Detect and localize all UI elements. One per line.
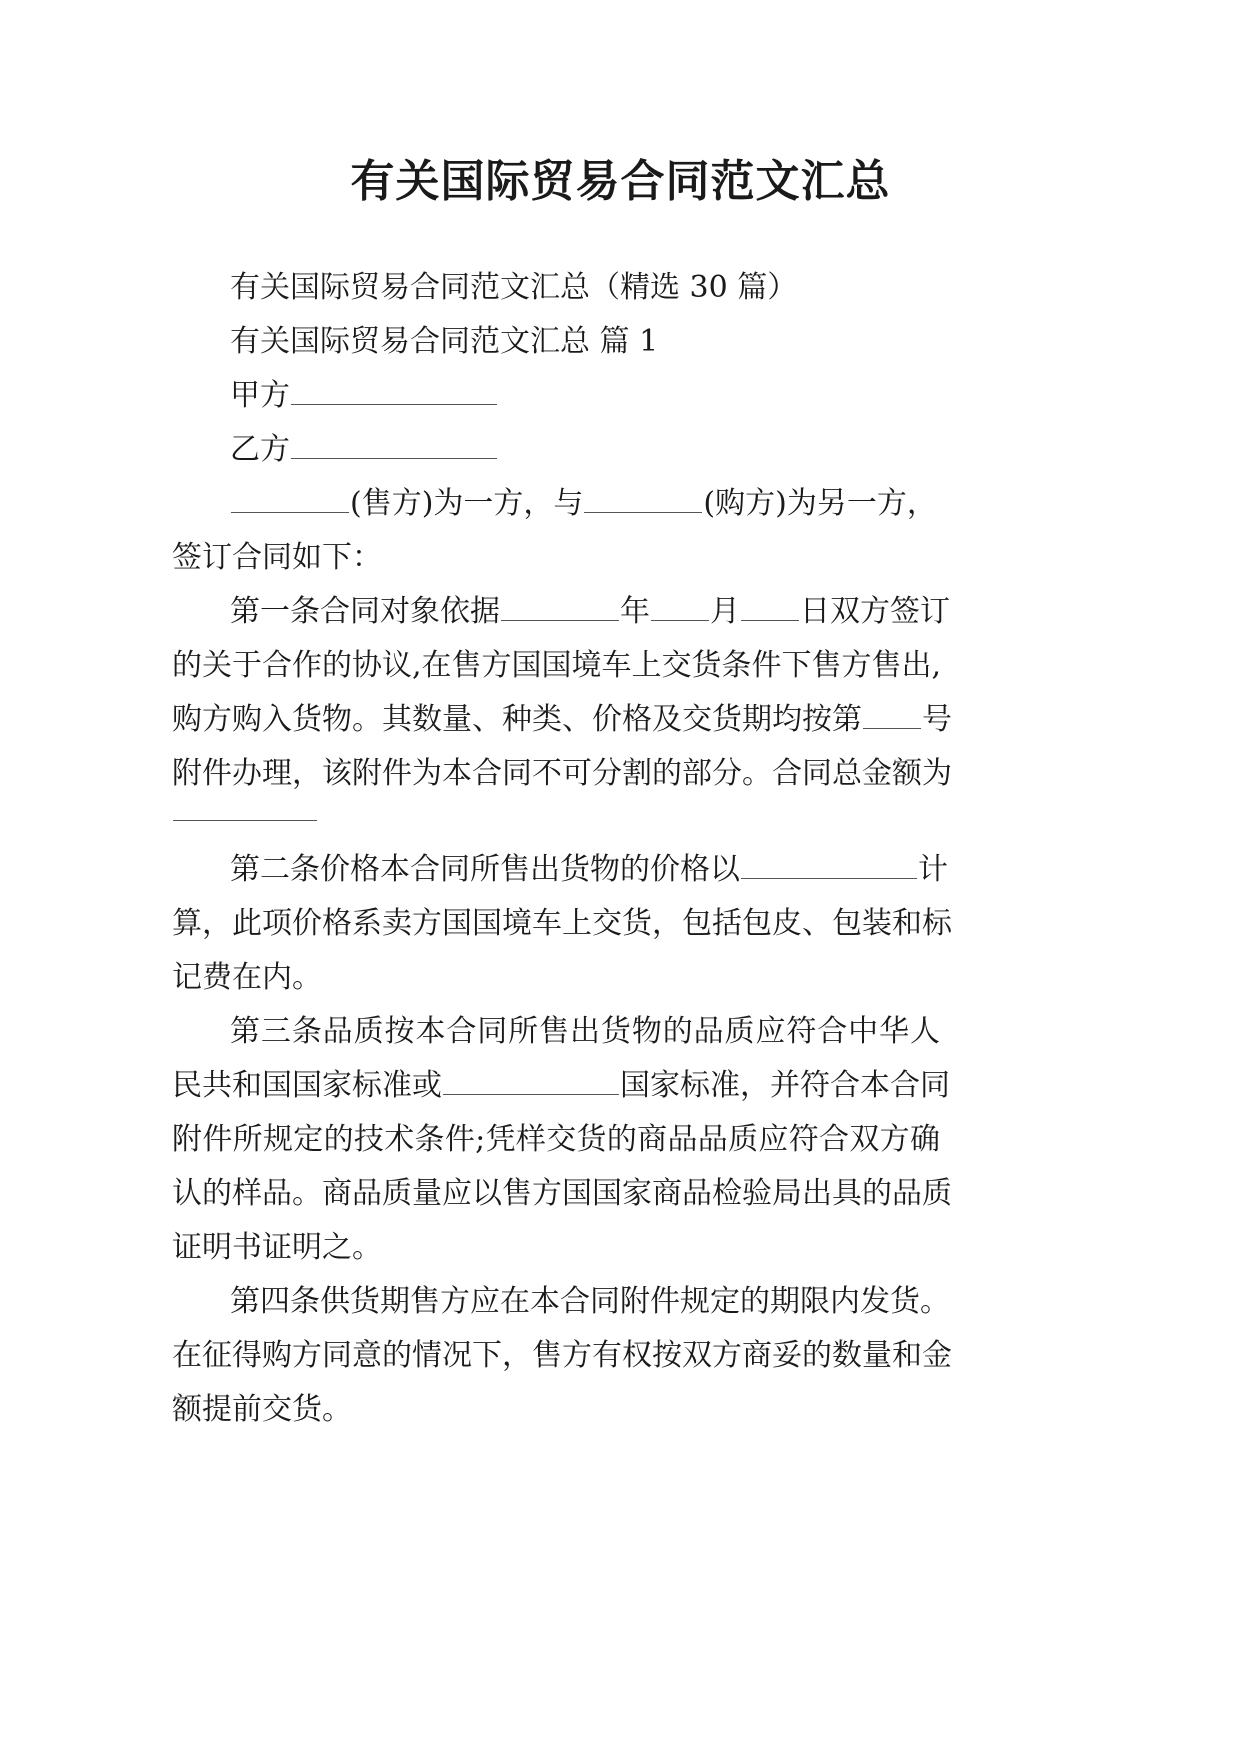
attachment-no-blank: [863, 724, 921, 729]
article3-line-2: [172, 1064, 950, 1108]
document-title: 有关国际贸易合同范文汇总: [350, 156, 891, 207]
day-blank: [741, 616, 799, 621]
year-blank: [501, 616, 619, 621]
standard-blank: [443, 1090, 619, 1095]
article3-text-a: 民共和国国家标准或: [172, 1068, 442, 1103]
total-amount-line: [172, 790, 318, 834]
total-amount-blank: [173, 816, 317, 821]
article3-line-3: 附件所规定的技术条件;凭样交货的商品品质应符合双方确: [172, 1122, 940, 1157]
article3-line-5: 证明书证明之。: [172, 1230, 382, 1265]
article3-text-b: 国家标准，并符合本合同: [620, 1068, 950, 1103]
article1-line-2: 的关于合作的协议,在售方国国境车上交货条件下售方售出,: [172, 648, 942, 683]
party-a-label: 甲方: [230, 378, 290, 413]
party-a-blank: [291, 400, 497, 405]
article4-line-3: 额提前交货。: [172, 1392, 352, 1427]
article2-text-a: 第二条价格本合同所售出货物的价格以: [230, 852, 740, 887]
article1-text-c: 购方购入货物。其数量、种类、价格及交货期均按第: [172, 702, 862, 737]
intro-tail: 为另一方，: [786, 486, 937, 521]
article3-line-4: 认的样品。商品质量应以售方国国家商品检验局出具的品质: [172, 1176, 952, 1211]
article2-line-3: 记费在内。: [172, 960, 322, 995]
intro-connector: 为一方，与: [433, 486, 584, 521]
article4-line-2: 在征得购方同意的情况下，售方有权按双方商妥的数量和金: [172, 1338, 952, 1373]
year-label: 年: [620, 594, 650, 629]
subtitle: 有关国际贸易合同范文汇总（精选 30 篇）: [230, 270, 798, 305]
seller-role: (售方): [350, 486, 434, 521]
article1-text-a: 第一条合同对象依据: [230, 594, 500, 629]
seller-blank: [231, 508, 349, 513]
price-basis-blank: [741, 874, 917, 879]
party-b-label: 乙方: [230, 432, 290, 467]
month-label: 月: [710, 594, 740, 629]
intro-line-1: [230, 482, 937, 526]
article1-line-4: 附件办理，该附件为本合同不可分割的部分。合同总金额为: [172, 756, 952, 791]
article3-line-1: 第三条品质按本合同所售出货物的品质应符合中华人: [230, 1014, 940, 1049]
section-heading: 有关国际贸易合同范文汇总 篇 1: [230, 324, 659, 359]
party-a-line: [230, 374, 498, 418]
article2-line-1: [230, 848, 948, 892]
article4-line-1: 第四条供货期售方应在本合同附件规定的期限内发货。: [230, 1284, 950, 1319]
article2-text-b: 计: [918, 852, 948, 887]
article1-line-3: [172, 698, 952, 742]
month-blank: [651, 616, 709, 621]
intro-line-2: 签订合同如下：: [172, 540, 382, 575]
buyer-blank: [584, 508, 702, 513]
party-b-blank: [291, 454, 497, 459]
day-label: 日双方签订: [800, 594, 950, 629]
article2-line-2: 算，此项价格系卖方国国境车上交货，包括包皮、包装和标: [172, 906, 952, 941]
buyer-role: (购方): [703, 486, 787, 521]
party-b-line: [230, 428, 498, 472]
article1-text-d: 号: [922, 702, 952, 737]
article1-line-1: [230, 590, 950, 634]
